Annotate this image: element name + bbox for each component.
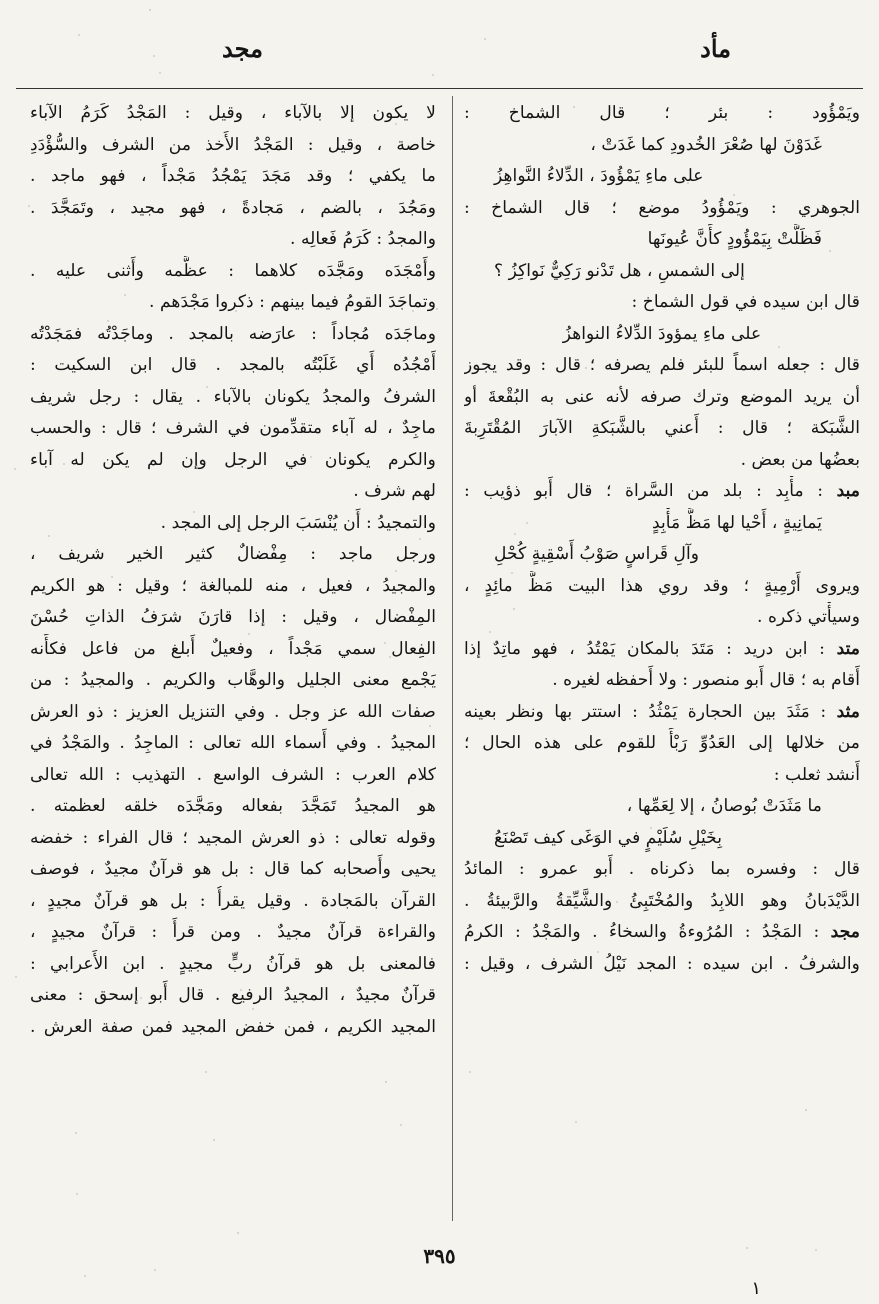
text-line: المجيدُ . وفي أَسماء الله تعالى : الماجِدُ . والمَجْدُ في [30,733,436,753]
paper-speck [526,522,528,524]
paper-speck [240,989,242,991]
text-line: قال : جعله اسماً للبئر فلم يصرفه ؛ قال : وقد يجوز [464,355,860,375]
paper-speck [193,511,195,513]
text-line: يَمانِيةٍ ، أَحْيا لها مَظَّ مَأْبِدٍ [652,512,822,533]
text-line: قال ابن سيده في قول الشماخ : [631,292,860,312]
paper-speck [15,976,17,978]
text-line: والمجدُ : كَرَمُ فَعالِه . [290,229,436,249]
text-line: ويَمْؤُود : بئر ؛ قال الشماخ : [464,103,860,123]
paper-speck [585,210,587,212]
paper-speck [235,310,237,312]
paper-speck [815,1249,817,1251]
entry-headword: متد [836,638,860,659]
paper-speck [650,827,652,829]
paper-speck [778,346,780,348]
paper-speck [286,465,288,467]
text-line: إلى الشمسِ ، هل تَدْنو رَكِيٌّ نَواكِزُ ؟ [494,260,745,281]
text-line: والقراءة قرآنٌ مجيدٌ . ومن قرأَ : قرآنٌ مجيدٍ ، [30,922,436,942]
paper-speck [391,305,393,307]
text-line: ماجِدٌ ، له آباء متقدِّمون في الشرف ؛ قال : والحسب [30,418,436,438]
paper-speck [159,72,161,74]
paper-speck [154,1269,156,1271]
entry-headword: مجد [830,922,860,942]
text-line: على ماءِ يَمْؤُودَ ، الدِّلاءُ النَّواهِزُ [494,166,704,186]
paper-speck [389,656,391,658]
paper-speck [412,310,414,312]
paper-speck [746,1247,748,1249]
paper-speck [575,1121,577,1123]
paper-speck [14,468,16,470]
page-number: ٣٩٥ [423,1244,456,1268]
column-divider [452,96,453,1221]
text-line: والشرفُ . ابن سيده : المجد نَيْلُ الشرف ، وقيل : [464,953,860,974]
text-line: على ماءِ يمؤودَ الدِّلاءُ النواهزُ [562,323,762,344]
paper-speck [248,633,250,635]
entry-headword: مبد [836,481,860,501]
paper-speck [511,572,513,574]
paper-speck [84,1275,86,1277]
paper-speck [687,182,689,184]
text-line: والكرم يكونان في الرجل وإن لم يكن له آباء [30,449,436,470]
text-line: بعضُها من بعض . [740,449,860,470]
text-line: الدَّيْدَبانُ وهو اللابِدُ والمُخْتَبِئُ والشَّيِّقةُ والرَّبيئةُ . [464,890,860,911]
paper-speck [647,176,649,178]
paper-speck [149,9,151,11]
paper-speck [489,631,491,633]
paper-speck [616,901,618,903]
text-line: لا يكون إلا بالآباء ، وقيل : المَجْدُ كَرَمُ الآباء [30,103,436,123]
text-line: يَجْمع معنى الجليل والوهَّاب والكريم . والمجيدُ : من [30,670,436,690]
paper-speck [237,1232,239,1234]
text-line: لهم شرف . [353,481,436,501]
text-line: ما مَثَدَتْ بُوصانُ ، إلا لِعَمِّها ، [626,796,822,816]
text-line: قرآنٌ مجيدٌ ، المجيدُ الرفيع . قال أَبو إسحق : معنى [30,985,436,1005]
paper-speck [124,294,126,296]
paper-speck [660,843,662,845]
text-line: القرآن بالمَجادة . وقيل يقرأُ : بل هو قرآنٌ مجيدٍ ، [30,890,436,911]
paper-speck [384,642,386,644]
text-line: هو المجيدُ تَمَجَّدَ بفعاله ومَجَّدَه خلقه لعظمته . [30,796,436,816]
paper-speck [206,386,208,388]
right-column [464,98,860,980]
paper-speck [484,38,486,40]
text-line: الشرفُ والمجدُ يكونان بالآباء . يقال : رجل شريف [30,386,436,407]
paper-speck [593,836,595,838]
text-line: وماجَدَه مُجاداً : عارَضه بالمجد . وماجَدْتُه فمَجَدْتُه [30,323,436,344]
text-line: المجيد الكريم ، فمن خفض المجيد فمن صفة العرش . [30,1016,436,1037]
text-line: فالمعنى بل هو قرآنُ ربٍّ مجيدٍ . ابن الأَعرابي : [30,953,436,974]
left-column [30,98,436,1043]
paper-speck [829,423,831,425]
paper-speck [419,538,421,540]
paper-speck [400,1124,402,1126]
text-line: وتماجَدَ القومُ فيما بينهم : ذكروا مَجْدَهم . [149,292,436,312]
paper-speck [368,712,370,714]
page-header [0,34,879,74]
text-line: فَظَلَّتْ بِيَمْؤُودٍ كأَنَّ عُيونَها [647,229,822,249]
paper-speck [78,34,80,36]
text-line: مبد : مأْبِد : بلد من السَّراة ؛ قال أَبو ذؤيب : [464,481,860,501]
paper-speck [310,456,312,458]
text-line: ومَجُدَ ، بالضم ، مَجادةً ، فهو مجيد ، وتَمَجَّدَ . [30,197,436,218]
paper-speck [805,1109,807,1111]
entry-headword: مثد [836,701,860,722]
text-line: بِخَيْلِ سُلَيْمٍ في الوَغَى كيف تَصْنَعُ [494,827,723,848]
text-line: مثد : مَثَدَ بين الحجارة يَمْثُدُ : استتر بها ونظر بعينه [464,701,860,722]
paper-speck [111,576,113,578]
paper-speck [28,205,30,207]
paper-speck [544,118,546,120]
text-line: الجوهري : ويَمْؤُودُ موضع ؛ قال الشماخ : [464,197,860,218]
text-line: وأَمْجَدَه ومَجَّدَه كلاهما : عظَّمه وأَثنى عليه . [30,260,436,281]
paper-speck [385,1081,387,1083]
text-line: متد : ابن دريد : مَتَدَ بالمكان يَمْتُدُ ، فهو ماتِدٌ إذا [464,638,860,659]
running-head-left: مجد [222,34,263,63]
paper-speck [395,570,397,572]
paper-speck [75,1132,77,1134]
paper-speck [115,1023,117,1025]
text-line: مجد : المَجْدُ : المُرُوءةُ والسخاءُ . والمَجْدُ : الكرمُ [464,922,860,942]
paper-speck [354,147,356,149]
text-line: كلام العرب : الشرف الواسع . التهذيب : الله تعالى [30,764,436,785]
text-line: ويروى أَرْمِيةٍ ؛ وقد روي هذا البيت مَظَّ مائِدٍ ، [464,575,860,596]
text-line: المِفْضال ، وقيل : إذا قارَنَ شرَفُ الذاتِ حُسْنَ [30,607,436,627]
paper-speck [432,74,434,76]
paper-speck [478,430,480,432]
text-line: الفِعال سمي مَجْداً ، وفعيلٌ أَبلغ من فاعل فكأَنه [30,638,436,659]
text-line: قال : وفسره بما ذكرناه . أَبو عمرو : المائدُ [464,859,860,879]
paper-speck [205,1071,207,1073]
text-line: أَقام به ؛ قال أَبو منصور : ولا أَحفظه لغيره . [552,670,860,690]
text-line: ورجل ماجد : مِفْضالٌ كثير الخير شريف ، [30,544,436,564]
header-rule [16,88,863,89]
paper-speck [252,1008,254,1010]
text-line: خاصة ، وقيل : المَجْدُ الأَخذ من الشرف والسُّؤْدَدِ [30,134,436,155]
text-line: أن يريد الموضع وترك صرفه لأنه عنى به البُقْعةَ أو [464,386,860,407]
text-line: وآلِ قَراسٍ صَوْبُ أَسْقِيةٍ كُحْلِ [494,544,700,564]
text-line: صفات الله عز وجل . وفي التنزيل العزيز : ذو العرش [30,701,436,722]
paper-speck [829,250,831,252]
paper-speck [48,535,50,537]
text-line: أَمْجُدُه أَي غَلَبْتُه بالمجد . قال ابن السكيت : [30,355,436,375]
text-line: والتمجيدُ : أَن يُنْسَبَ الرجل إلى المجد . [160,512,436,533]
paper-speck [63,463,65,465]
text-line: وسيأْتي ذكره . [757,607,860,627]
paper-speck [436,308,438,310]
text-line: أَنشد ثعلب : [773,764,860,785]
text-line: ما يكفي ؛ وقد مَجَدَ يَمْجُدُ مَجْداً ، فهو ماجد . [30,166,436,186]
paper-speck [585,367,587,369]
paper-speck [429,725,431,727]
text-line: وقوله تعالى : ذو العرش المجيد ؛ قال الفراء : خفضه [30,827,436,848]
paper-speck [513,608,515,610]
paper-speck [213,1139,215,1141]
paper-speck [469,1071,471,1073]
text-line: الشَّبَكة ؛ قال : أَعني بالشَّبَكةِ الآبارَ المُقْتَرِبةَ [464,418,860,438]
paper-speck [153,55,155,57]
text-line: من خلالها إلى العَدُوِّ رَبْأً للقوم على هذه الحال ؛ [464,733,860,753]
running-head-right: مأد [700,34,731,63]
paper-speck [733,194,735,196]
corner-mark: ١ [751,1278,761,1299]
paper-speck [76,1193,78,1195]
text-line: والمجيدُ ، فعيل ، منه للمبالغة ؛ وقيل : هو الكريم [30,575,436,596]
text-line: غَدَوْنَ لها صُعْرَ الخُدودِ كما غَدَتْ ، [590,134,822,155]
paper-speck [107,320,109,322]
text-line: يحيى وأَصحابه كما قال : بل هو قرآنٌ مجيدٌ ، فوصف [30,859,436,879]
paper-speck [573,106,575,108]
paper-speck [597,951,599,953]
paper-speck [514,533,516,535]
paper-speck [140,997,142,999]
paper-speck [395,123,397,125]
